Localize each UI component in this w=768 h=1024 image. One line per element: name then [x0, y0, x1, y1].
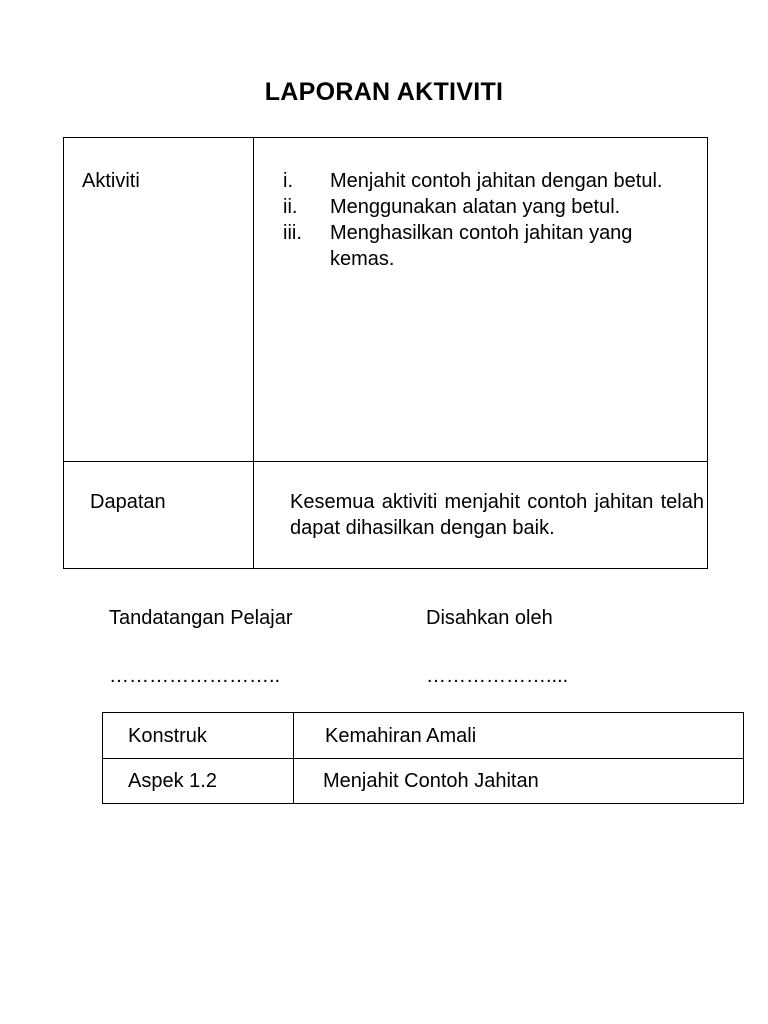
student-signature-label: Tandatangan Pelajar: [109, 607, 293, 629]
list-item: [283, 220, 693, 272]
student-signature-line: ……………………..: [109, 665, 281, 687]
list-item-text: Menggunakan alatan yang betul.: [330, 196, 621, 218]
activity-list: [283, 168, 693, 272]
construct-aspect-table: [102, 712, 744, 804]
list-item-text: Menghasilkan contoh jahitan yang kemas.: [330, 222, 633, 270]
list-item: [283, 168, 693, 194]
findings-label: Dapatan: [90, 491, 166, 513]
list-item-number: iii.: [283, 222, 302, 244]
list-item-number: i.: [283, 170, 293, 192]
table-column-divider: [253, 138, 254, 568]
list-item: [283, 194, 693, 220]
aspect-label: Aspek 1.2: [128, 770, 217, 792]
approved-by-signature-line: ………………....: [426, 665, 569, 687]
activity-report-table: [63, 137, 708, 569]
aspect-value: Menjahit Contoh Jahitan: [323, 770, 539, 792]
construct-value: Kemahiran Amali: [325, 725, 477, 747]
list-item-number: ii.: [283, 196, 298, 218]
findings-text: Kesemua aktiviti menjahit contoh jahitan telah dapat dihasilkan dengan baik.: [290, 491, 704, 539]
approved-by-label: Disahkan oleh: [426, 607, 553, 629]
table-row-divider: [64, 461, 707, 462]
table-row-divider: [103, 758, 743, 759]
construct-label: Konstruk: [128, 725, 207, 747]
activity-label: Aktiviti: [82, 170, 140, 192]
list-item-text: Menjahit contoh jahitan dengan betul.: [330, 170, 663, 192]
page-title: LAPORAN AKTIVITI: [264, 78, 504, 106]
